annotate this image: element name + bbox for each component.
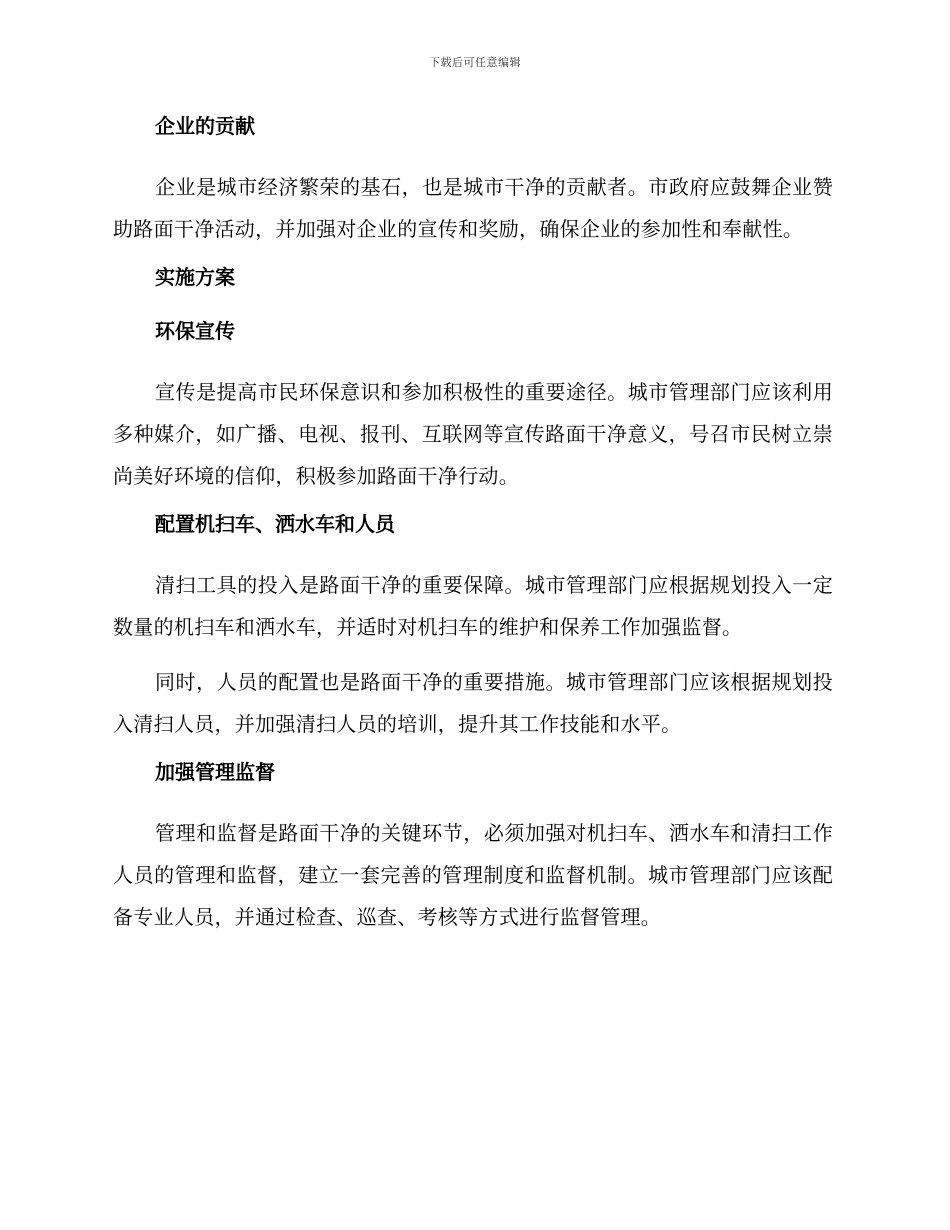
heading-equipment-and-staff: 配置机扫车、洒水车和人员 <box>155 512 395 536</box>
paragraph-environmental-publicity: 宣传是提高市民环保意识和参加积极性的重要途径。城市管理部门应该利用多种媒介，如广播、电视、报刊、互联网等宣传路面干净意义，号召市民树立崇尚美好环境的信仰，积极参加路面干净行动。 <box>113 380 833 488</box>
heading-implementation-plan: 实施方案 <box>155 265 235 289</box>
heading-management-supervision: 加强管理监督 <box>155 760 275 784</box>
paragraph-enterprise-contribution: 企业是城市经济繁荣的基石，也是城市干净的贡献者。市政府应鼓舞企业赞助路面干净活动，并加强对企业的宣传和奖励，确保企业的参加性和奉献性。 <box>113 175 833 241</box>
heading-environmental-publicity: 环保宣传 <box>155 319 235 343</box>
paragraph-management-supervision: 管理和监督是路面干净的关键环节，必须加强对机扫车、洒水车和清扫工作人员的管理和监督，建立一套完善的管理制度和监督机制。城市管理部门应该配备专业人员，并通过检查、巡查、考核等方式进行监督管理。 <box>113 821 833 929</box>
header-note: 下载后可任意编辑 <box>429 56 521 69</box>
document-body <box>113 112 833 951</box>
paragraph-equipment: 清扫工具的投入是路面干净的重要保障。城市管理部门应根据规划投入一定数量的机扫车和洒水车，并适时对机扫车的维护和保养工作加强监督。 <box>113 573 833 639</box>
paragraph-staff: 同时，人员的配置也是路面干净的重要措施。城市管理部门应该根据规划投入清扫人员，并加强清扫人员的培训，提升其工作技能和水平。 <box>113 670 833 736</box>
heading-enterprise-contribution: 企业的贡献 <box>155 114 255 138</box>
